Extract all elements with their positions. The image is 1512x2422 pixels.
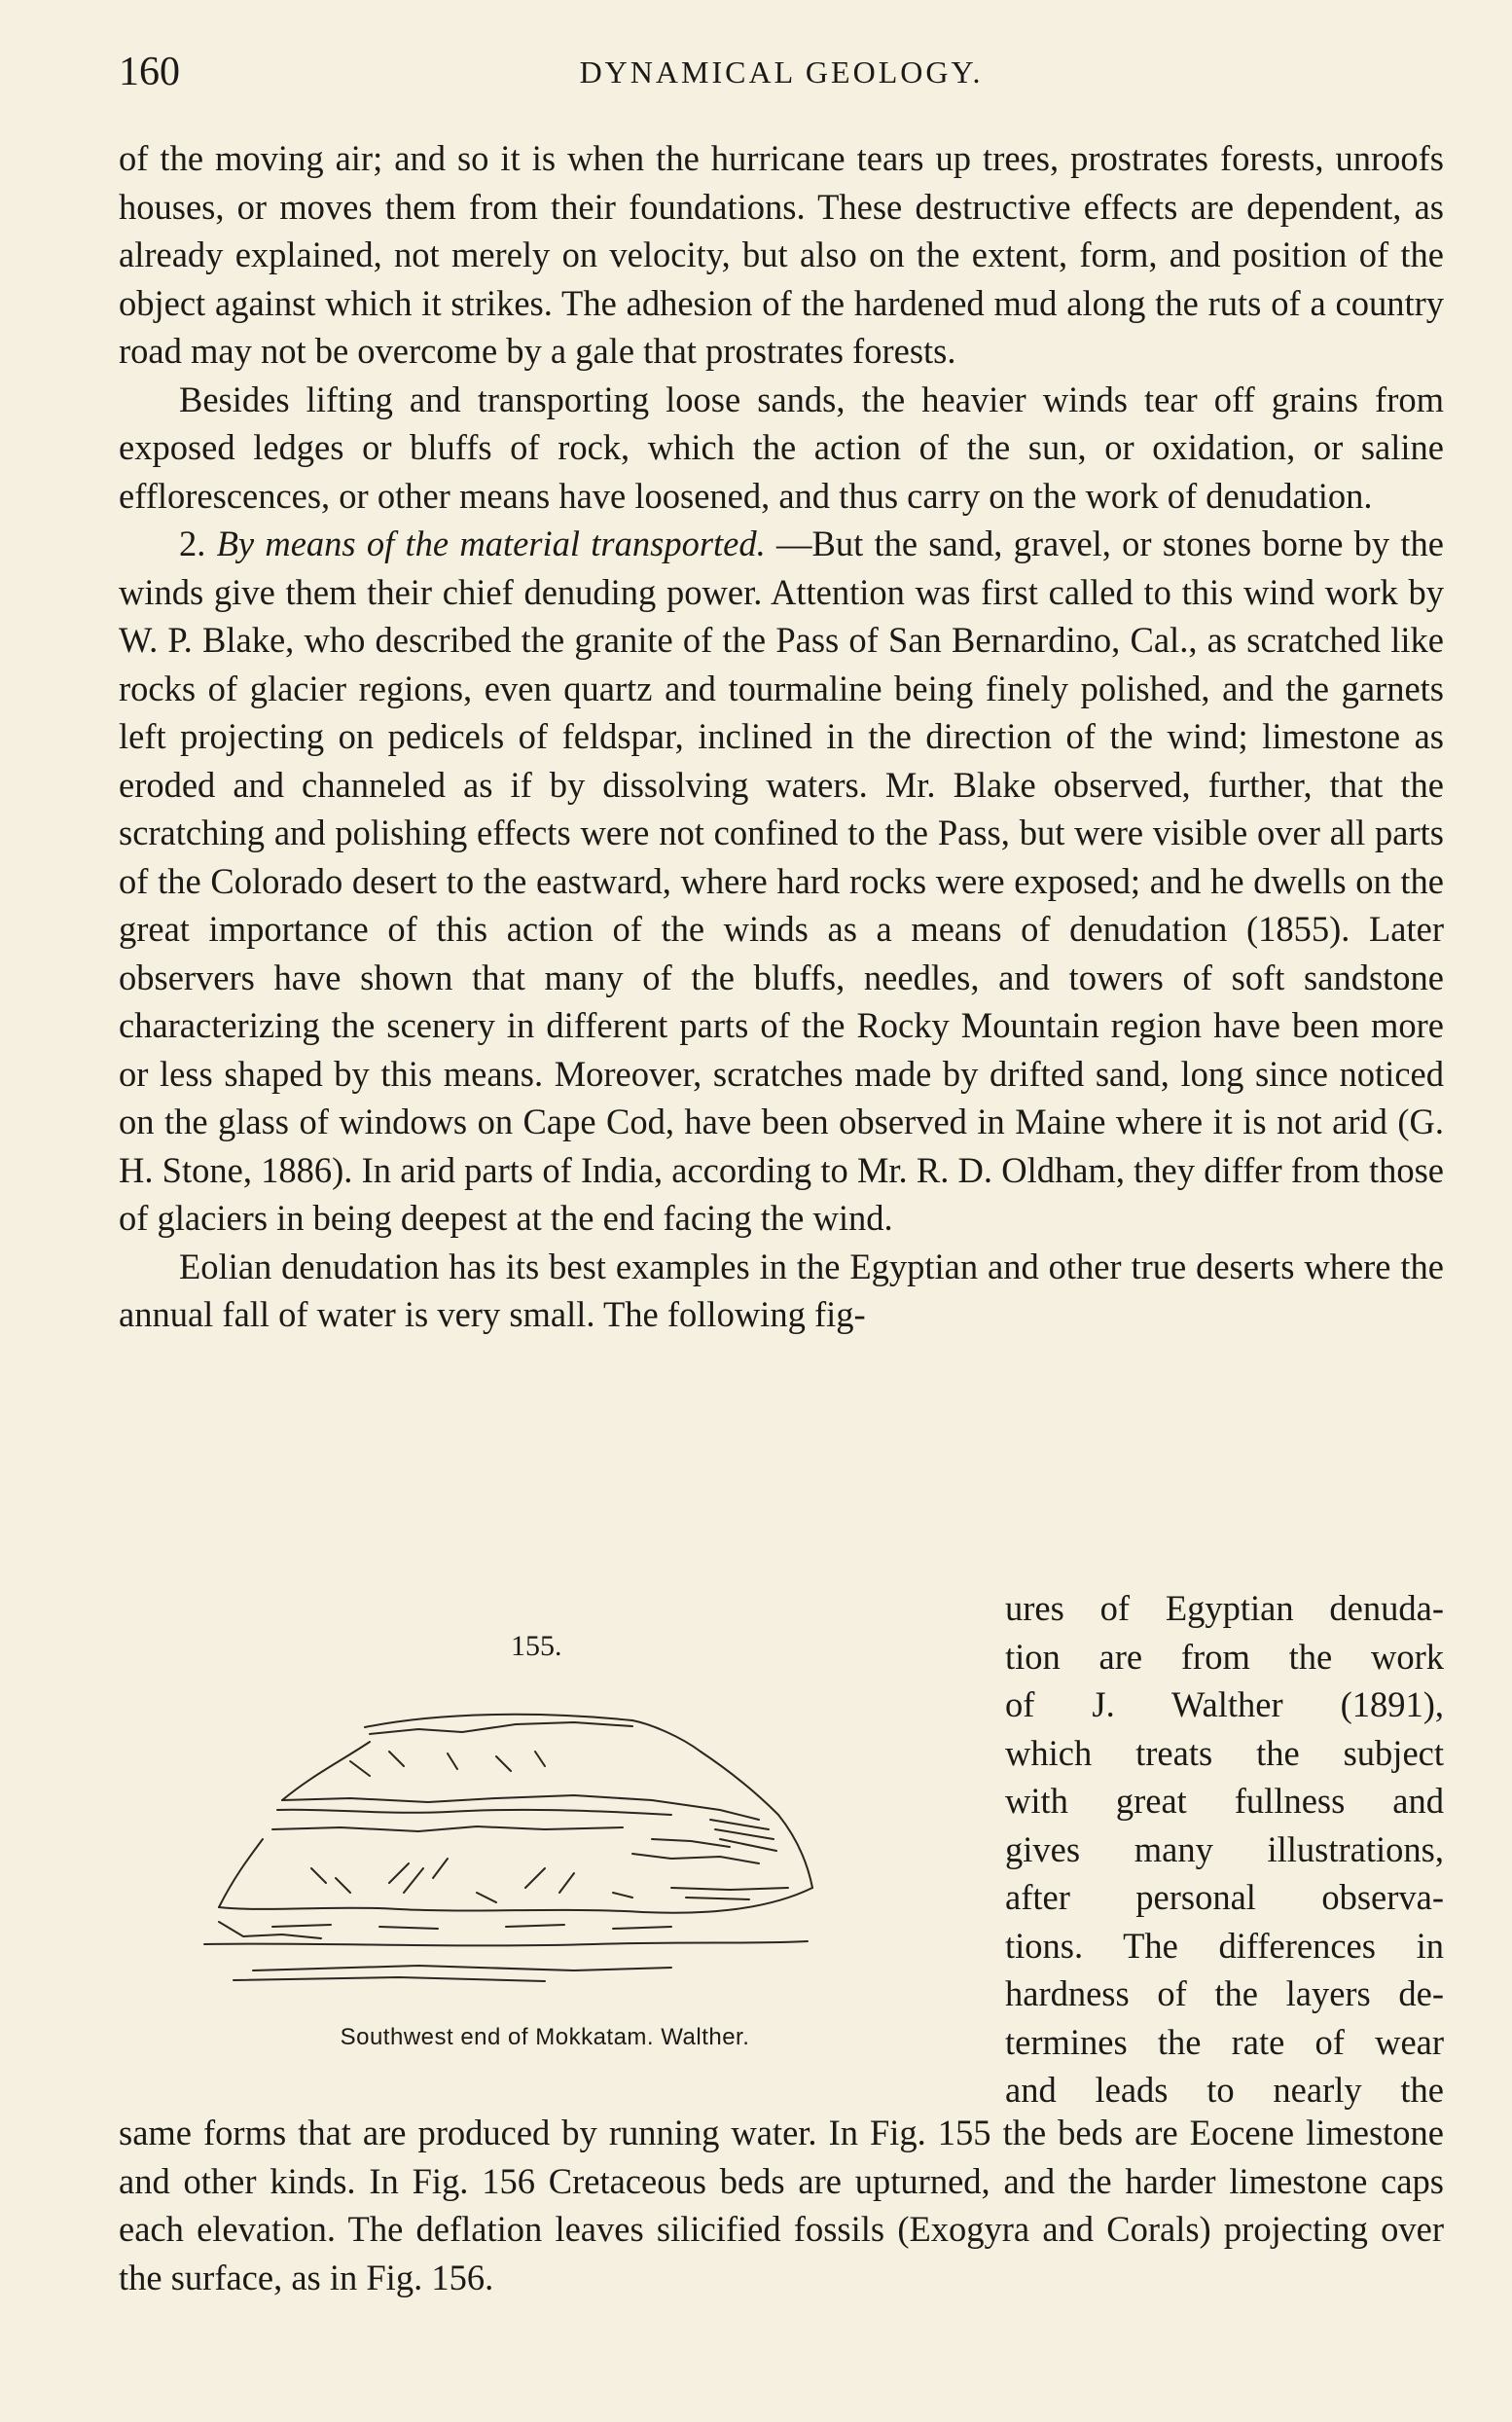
wrap-line: hardness of the layers de- <box>1005 1973 1444 2013</box>
section-number: 2. <box>179 524 206 563</box>
page-header <box>119 49 1444 107</box>
wrap-line: with great fullness and <box>1005 1781 1444 1821</box>
paragraph-1: of the moving air; and so it is when the hurricane tears up trees, prostrates forests, unroofs houses, or moves them from their foundations. These destructive effects are dependent, as already explained, not merely on velocity, but also on the extent, form, and position of the object against which it strikes. The adhesion of the hardened mud along the ruts of a country road may not be overcome by a gale that prostrates forests. <box>119 138 1444 371</box>
wrap-line: gives many illustrations, <box>1005 1828 1444 1869</box>
text-block-lower <box>119 2109 1444 2301</box>
text-block-upper <box>119 134 1444 1339</box>
paragraph-4-end: same forms that are produced by running water. In Fig. 155 the beds are Eocene limestone and other kinds. In Fig. 156 Cretaceous beds are upturned, and the harder limestone caps each elevation. The deflation leaves silicified fossils (Exogyra and Corals) projecting over the surface, as in Fig. 156. <box>119 2113 1444 2297</box>
section-heading: By means of the material transported. <box>216 524 766 563</box>
wrapped-text-column <box>1005 1584 1444 2115</box>
figure-caption: Southwest end of Mokkatam. Walther. <box>340 2024 750 2050</box>
wrap-line: tions. The differences in <box>1005 1925 1444 1966</box>
mokkatam-illustration <box>126 1683 963 2005</box>
page-number: 160 <box>119 50 180 94</box>
section-body: But the sand, gravel, or stones borne by the winds give them their chief denuding power. Attention was first called to this wind work by W. P. Blake, who described the granite of the Pass of San Bernardino, Cal., as scratched like rocks of glacier regions, even quartz and tourmaline being finely polished, and the garnets left projecting on pedicels of feldspar, inclined in the direction of the wind; limestone as eroded and channeled as if by dissolving waters. Mr. Blake observed, further, that the scratching and polishing effects were not confined to the Pass, but were visible over all parts of the Colorado desert to the eastward, where hard rocks were exposed; and he dwells on the great importance of this action of the winds as a means of denudation (1855). Later observers have shown that many of the bluffs, needles, and towers of soft sandstone characterizing the scenery in different parts of the Rocky Mountain region have been more or less shaped by this means. Moreover, scratches made by drifted sand, long since noticed on the glass of windows on Cape Cod, have been observed in Maine where it is not arid (G. H. Stone, 1886). In arid parts of India, according to Mr. R. D. Oldham, they differ from those of glaciers in being deepest at the end facing the wind. <box>119 524 1445 1238</box>
figure-number: 155. <box>511 1630 562 1662</box>
paragraph-3 <box>119 520 1444 1243</box>
wrap-line: termines the rate of wear <box>1005 2021 1444 2062</box>
running-head: DYNAMICAL GEOLOGY. <box>579 54 984 90</box>
em-dash: — <box>776 524 812 563</box>
wrap-line: after personal observa- <box>1005 1877 1444 1917</box>
wrap-line: ures of Egyptian denuda- <box>1005 1588 1444 1628</box>
wrap-line: and leads to nearly the <box>1005 2070 1444 2110</box>
wrap-line: which treats the subject <box>1005 1732 1444 1773</box>
wrap-line: tion are from the work <box>1005 1636 1444 1677</box>
figure-155 <box>117 1615 973 2082</box>
paragraph-2: Besides lifting and transporting loose sands, the heavier winds tear off grains from exposed ledges or bluffs of rock, which the action of the sun, or oxidation, or saline efflorescences, or other means have loosened, and thus carry on the work of denudation. <box>119 379 1444 516</box>
paragraph-4-start: Eolian denudation has its best examples in the Egyptian and other true deserts where the annual fall of water is very small. The following fig- <box>119 1246 1444 1334</box>
wrap-line: of J. Walther (1891), <box>1005 1684 1444 1724</box>
